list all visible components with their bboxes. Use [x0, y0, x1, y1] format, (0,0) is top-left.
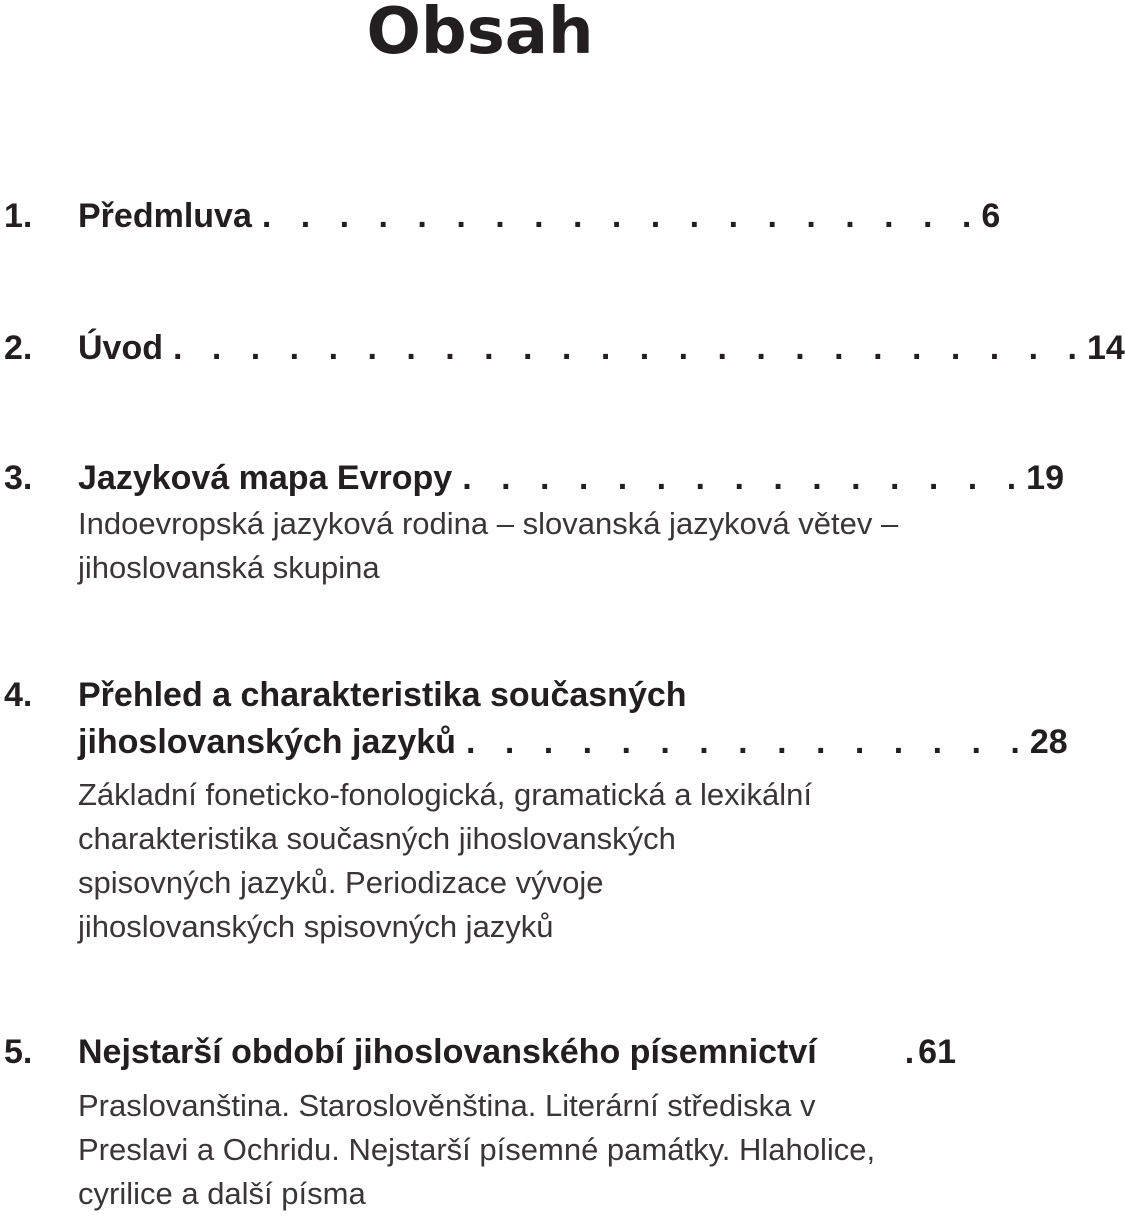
dot-leader: .: [904, 1033, 915, 1071]
toc-entry-number: 1.: [4, 197, 33, 235]
toc-entry-description: Základní foneticko-fonologická, gramatická a lexikální charakteristika současných jihoslovanských spisovných jazyků. Periodizace vývoje jihoslovanských spisovných jazyků: [78, 777, 813, 944]
toc-entry-number: 4.: [4, 676, 33, 714]
toc-entry-title: Předmluva: [78, 197, 252, 235]
toc-entry-3[interactable]: [0, 456, 1064, 590]
toc-entry-page-number: 19: [1026, 459, 1064, 497]
toc-entry-2[interactable]: [0, 326, 1125, 370]
toc-entry-page-number: 6: [981, 197, 1001, 235]
dot-leader: . . . . . . . . . . . . . . .: [465, 723, 1030, 761]
toc-entry-title: Jazyková mapa Evropy: [78, 459, 453, 497]
toc-entry-description: Praslovanština. Staroslověnština. Literární střediska v Preslavi a Ochridu. Nejstarší písemné památky. Hlaholice, cyrilice a další písma: [78, 1088, 876, 1211]
toc-entry-title: Úvod: [78, 329, 163, 367]
toc-entry-number: 5.: [4, 1033, 33, 1071]
toc-entry-5[interactable]: [0, 1030, 960, 1216]
dot-leader: . . . . . . . . . . . . . . . . . . . . . . . .: [173, 329, 1087, 367]
toc-entry-number: 3.: [4, 459, 33, 497]
toc-entry-4[interactable]: [0, 673, 1068, 949]
toc-entry-page-number: 14: [1086, 329, 1125, 367]
toc-entry-page-number: 28: [1029, 723, 1068, 761]
dot-leader: . . . . . . . . . . . . . . .: [462, 459, 1027, 497]
toc-entry-title-line-1: Přehled a charakteristika současných: [78, 676, 687, 714]
toc-entry-number: 2.: [4, 329, 33, 367]
toc-entry-description: Indoevropská jazyková rodina – slovanská jazyková větev – jihoslovanská skupina: [78, 506, 899, 585]
toc-entry-page-number: 61: [918, 1033, 956, 1071]
toc-entry-1[interactable]: [0, 194, 1001, 238]
toc-entry-title: Nejstarší období jihoslovanského písemnictví: [78, 1033, 817, 1071]
dot-leader: . . . . . . . . . . . . . . . . . . .: [261, 197, 982, 235]
page-title: Obsah: [366, 0, 594, 69]
toc-entry-title: jihoslovanských jazyků: [78, 723, 456, 761]
